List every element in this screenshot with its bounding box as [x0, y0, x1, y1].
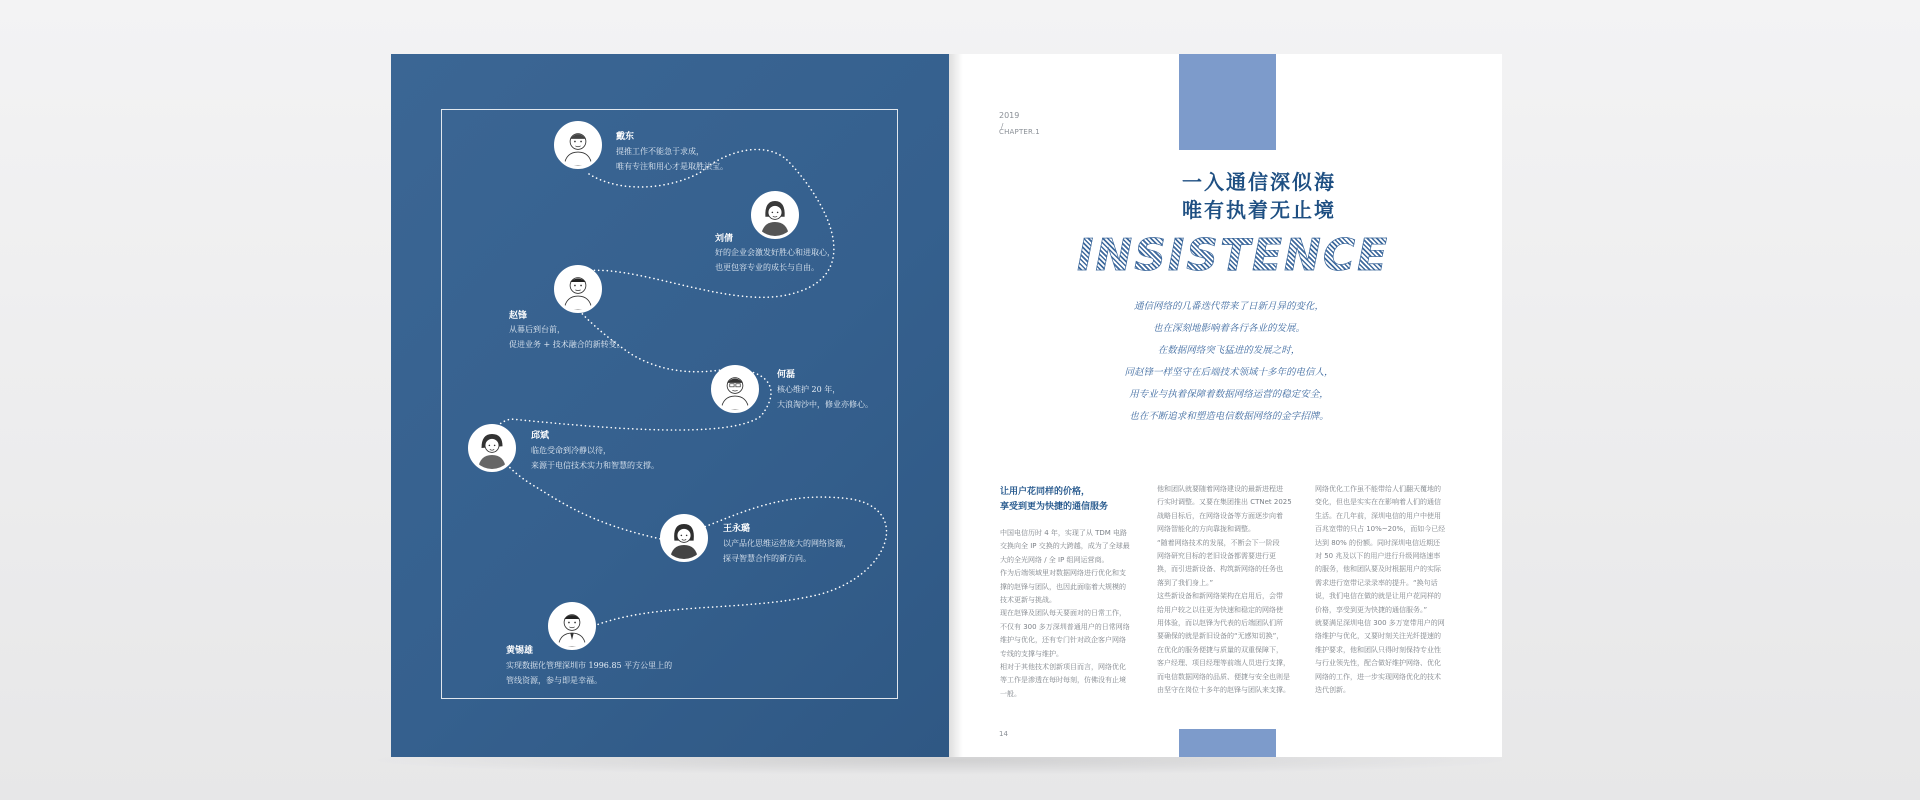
avatar-wangyonglu [660, 514, 708, 562]
body-text-line: 由坚守在岗位十多年的赵锋与团队来支撑。 [1157, 686, 1290, 694]
body-text-line: 达到 80% 的份额。同时深圳电信近期还 [1315, 538, 1441, 547]
body-text-line: 网络的工作，进一步实现网络优化的技术 [1315, 672, 1441, 681]
person-quote-line: 促进业务 + 技术融合的新转变。 [509, 340, 625, 349]
body-text-line: “随着网络技术的发展，不断会下一阶段 [1157, 538, 1280, 547]
avatar-qiubin [468, 424, 516, 472]
body-text-line: 相对于其他技术创新项目而言，网络优化 [1000, 663, 1126, 671]
body-text-line: 说，我们电信在做的就是让用户花同样的 [1315, 592, 1441, 601]
quote-line: 同赵锋一样坚守在后端技术领域十多年的电信人， [1124, 367, 1334, 378]
body-text-line: 换，而引进新设备、构筑新网络的任务也 [1157, 565, 1283, 574]
body-text-line: 就要满足深圳电信 300 多万宽带用户的网 [1315, 619, 1445, 627]
right-page [949, 54, 1502, 757]
body-text-line: 百兆宽带的只占 10%~20%，而如今已经 [1315, 525, 1446, 534]
body-text-line: 而电信数据网络的品质、便捷与安全也则是 [1157, 672, 1290, 681]
body-text-line: 络维护与优化，又要时刻关注光纤提速的 [1315, 632, 1441, 641]
brochure-spread [391, 54, 1502, 757]
body-text-line: 现在赵锋及团队每天要面对的日常工作， [1000, 609, 1126, 618]
body-text-line: 他和团队就要随着网络建设的最新进程进 [1157, 485, 1283, 493]
insistence-wordmark: INSISTENCE [1077, 230, 1390, 281]
quote-line: 也在深刻地影响着各行各业的发展。 [1152, 323, 1305, 334]
year-label: 2019 [999, 111, 1020, 120]
body-text-line: 用体验，而以赵锋为代表的后端团队们所 [1157, 619, 1283, 627]
avatar-daidong [554, 121, 602, 169]
body-text-line: 给用户较之以往更为快速和稳定的网络使 [1157, 605, 1283, 614]
body-text-line: 这些新设备和新网络架构在启用后，会带 [1157, 592, 1283, 601]
quote-line: 也在不断追求和塑造电信数据网络的金字招牌。 [1129, 411, 1329, 422]
person-quote-line: 好的企业会激发好胜心和进取心， [715, 248, 835, 257]
page-spine-shadow [949, 54, 963, 757]
person-name: 刘倩 [715, 234, 734, 244]
body-text-line: 在优化的服务便捷与质量的双重保障下， [1157, 645, 1283, 654]
person-quote-line: 唯有专注和用心才是取胜法宝。 [616, 162, 728, 171]
body-text-line: 维护与优化，还有专门针对政企客户网络 [1000, 636, 1126, 645]
person-quote-line: 也更包容专业的成长与自由。 [715, 263, 819, 272]
person-quote-line: 探寻智慧合作的新方向。 [723, 554, 811, 563]
body-text-line: 迭代创新。 [1315, 686, 1350, 694]
body-text-line: 变化，但也是实实在在影响着人们的通信 [1315, 498, 1441, 507]
quote-line: 通信网络的几番迭代带来了日新月异的变化， [1133, 301, 1324, 312]
accent-block-top [1179, 54, 1276, 150]
person-quote-line: 大浪淘沙中，修业亦修心。 [777, 400, 873, 409]
body-text-line: 撑的赵锋与团队，也因此面临着大规模的 [1000, 582, 1126, 591]
body-text-line: 维护要求，他和团队只得时刻保持专业性 [1315, 645, 1441, 654]
person-name: 何磊 [777, 370, 796, 380]
body-text-line: 生活。在几年前，深圳电信的用户中使用 [1315, 511, 1441, 520]
section-heading: 让用户花同样的价格， [1000, 487, 1091, 497]
year-separator: / [1001, 122, 1004, 130]
body-text-line: 大的全光网络 / 全 IP 组网运营商。 [1000, 555, 1109, 564]
person-quote-line: 从幕后到台前， [509, 325, 565, 334]
page-number: 14 [999, 730, 1008, 738]
person-quote-line: 实现数据化管理深圳市 1996.85 平方公里上的 [506, 661, 673, 670]
body-text-line: 网络智能化的方向靠拢和调整。 [1157, 525, 1255, 534]
body-text-line: 与行业领先性，配合做好维护网络、优化 [1315, 659, 1441, 668]
body-text-line: 网络研究目标的老旧设备都需要进行更 [1157, 552, 1276, 560]
body-text-line: 中国电信历时 4 年，实现了从 TDM 电路 [1000, 529, 1128, 537]
person-quote-line: 临危受命到冷静以待， [531, 446, 611, 455]
person-name: 邱斌 [531, 431, 550, 441]
avatar-zhaofeng [554, 265, 602, 313]
body-text-line: 不仅有 300 多万深圳普通用户的日常网络 [1000, 622, 1130, 631]
person-quote-line: 提推工作不能急于求成， [616, 147, 704, 156]
body-text-line: 行实时调整。又要在集团推出 CTNet 2025 [1157, 498, 1292, 507]
body-text-line: 技术更新与挑战。 [1000, 596, 1056, 604]
person-name: 赵锋 [509, 311, 528, 321]
body-text-line: 交换向全 IP 交换的大跨越，成为了全球最 [1000, 542, 1130, 551]
body-text-line: 一般。 [1000, 689, 1021, 698]
body-text-line: 作为后端领域里对数据网络进行优化和支 [1000, 569, 1126, 578]
accent-block-bottom [1179, 729, 1276, 757]
page-title-line-2: 唯有执着无止境 [1182, 198, 1336, 222]
body-text-line: 需求进行宽带记录录率的提升。“换句话 [1315, 578, 1438, 587]
person-name: 戴东 [616, 132, 635, 142]
person-quote-line: 以产品化思维运营庞大的网络资源， [723, 539, 851, 548]
body-text-line: 战略目标后，在网络设备等方面逐步向着 [1157, 511, 1283, 520]
quote-line: 在数据网络突飞猛进的发展之时， [1157, 345, 1301, 356]
left-page [391, 54, 949, 757]
person-quote-line: 管线资源，参与即是幸福。 [506, 676, 602, 685]
body-text-line: 落到了我们身上。” [1157, 578, 1214, 587]
person-name: 王永璐 [723, 524, 751, 534]
person-quote-line: 来源于电信技术实力和智慧的支撑。 [531, 461, 659, 470]
body-text-line: 等工作是渗透在每时每刻，仿佛没有止境 [1000, 676, 1126, 685]
body-text-line: 的服务，他和团队要及时根据用户的实际 [1315, 565, 1441, 574]
chapter-label: CHAPTER.1 [999, 128, 1040, 136]
quote-line: 用专业与执着保障着数据网络运营的稳定安全， [1129, 389, 1329, 400]
avatar-helei [711, 365, 759, 413]
body-text-line: 对 50 兆及以下的用户进行升级网络速率 [1315, 552, 1441, 560]
section-heading: 享受到更为快捷的通信服务 [1000, 502, 1109, 512]
body-text-line: 要确保的就是新旧设备的“无感知切换”， [1157, 632, 1284, 641]
page-title-line-1: 一入通信深似海 [1182, 170, 1336, 194]
avatar-liuqian [751, 191, 799, 239]
body-text-line: 价格，享受到更为快捷的通信服务。” [1315, 605, 1428, 614]
person-quote-line: 核心维护 20 年， [777, 385, 841, 394]
body-text-line: 客户经理、项目经理等前端人员进行支撑， [1157, 659, 1290, 668]
body-text-line: 专线的支撑与维护。 [1000, 649, 1063, 658]
body-text-line: 网络优化工作虽不能带给人们翻天覆地的 [1315, 485, 1441, 493]
avatar-huangxixiong [548, 602, 596, 650]
person-name: 黄锡雄 [506, 646, 534, 656]
